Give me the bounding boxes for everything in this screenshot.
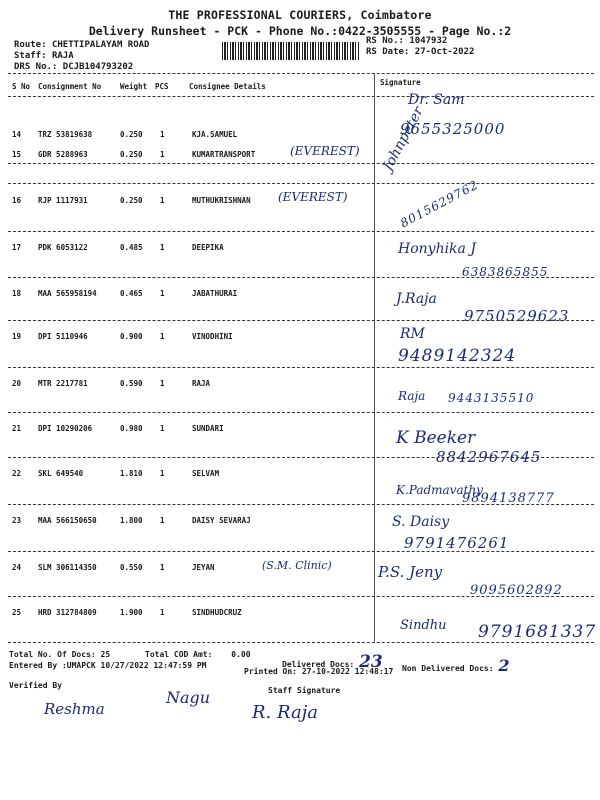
row-sno: 24 bbox=[12, 563, 22, 572]
row-weight: 0.980 bbox=[120, 424, 143, 433]
row-signature-phone: 9791681337 bbox=[478, 622, 597, 642]
row-pcs: 1 bbox=[160, 516, 165, 525]
row-consignee: RAJA bbox=[192, 379, 211, 388]
row-consignee: JABATHURAI bbox=[192, 289, 238, 298]
row-weight: 0.250 bbox=[120, 150, 143, 159]
row-consignment: DPI 5110946 bbox=[38, 332, 88, 341]
staff-signature-label: Staff Signature bbox=[268, 686, 341, 695]
row-consignee: JEYAN bbox=[192, 563, 215, 572]
row-consignee: VINODHINI bbox=[192, 332, 233, 341]
row-consignment: MTR 2217781 bbox=[38, 379, 88, 388]
drs-label: DRS No.: bbox=[14, 62, 58, 72]
row-consignee: DEEPIKA bbox=[192, 243, 224, 252]
rs-date-value: 27-Oct-2022 bbox=[414, 47, 475, 57]
row-weight: 1.800 bbox=[120, 516, 143, 525]
row-signature-phone: 9894138777 bbox=[462, 491, 555, 506]
row-consignee: MUTHUKRISHNAN bbox=[192, 196, 251, 205]
col-pcs: PCS bbox=[155, 82, 169, 91]
row-signature-name: K.Padmavathy bbox=[396, 483, 483, 497]
rs-date-line bbox=[366, 47, 474, 57]
row-consignment: MAA 565958194 bbox=[38, 289, 97, 298]
col-weight: Weight bbox=[120, 82, 148, 91]
row-pcs: 1 bbox=[160, 469, 165, 478]
row-consignee: SUNDARI bbox=[192, 424, 224, 433]
row-pcs: 1 bbox=[160, 608, 165, 617]
table-row bbox=[0, 371, 600, 421]
rs-no-label: RS No.: bbox=[366, 36, 404, 46]
staff-value: RAJA bbox=[51, 51, 74, 61]
staff-signature: R. Raja bbox=[252, 702, 319, 723]
row-consignee: SELVAM bbox=[192, 469, 220, 478]
verified-signature-1: Reshma bbox=[44, 700, 105, 718]
col-consignment: Consignment No bbox=[38, 82, 102, 91]
row-rule bbox=[8, 457, 594, 458]
barcode bbox=[222, 42, 360, 60]
row-weight: 0.590 bbox=[120, 379, 143, 388]
row-consignee: KUMARTRANSPORT bbox=[192, 150, 256, 159]
row-consignment: DPI 10290206 bbox=[38, 424, 93, 433]
row-sno: 15 bbox=[12, 150, 22, 159]
row-signature-phone: 9655325000 bbox=[400, 120, 506, 138]
row-sno: 17 bbox=[12, 243, 22, 252]
row-remark: (EVEREST) bbox=[290, 144, 360, 158]
row-rule bbox=[8, 504, 594, 505]
row-sno: 20 bbox=[12, 379, 22, 388]
route-line bbox=[14, 40, 149, 50]
row-remark: (EVEREST) bbox=[278, 190, 348, 204]
row-pcs: 1 bbox=[160, 332, 165, 341]
header-bottom-rule bbox=[8, 96, 594, 97]
row-consignment: SKL 649540 bbox=[38, 469, 84, 478]
table-row bbox=[0, 555, 600, 605]
drs-value: DCJB104793202 bbox=[62, 62, 134, 72]
row-sno: 18 bbox=[12, 289, 22, 298]
row-consignment: RJP 1117931 bbox=[38, 196, 88, 205]
row-sno: 22 bbox=[12, 469, 22, 478]
verified-signature-2: Nagu bbox=[166, 688, 211, 707]
rs-date-label: RS Date: bbox=[366, 47, 410, 57]
row-rule bbox=[8, 231, 594, 232]
row-consignment: GDR 5288963 bbox=[38, 150, 88, 159]
row-sno: 19 bbox=[12, 332, 22, 341]
delivered-label: Delivered Docs: bbox=[282, 660, 355, 669]
table-bottom-rule bbox=[8, 642, 594, 643]
row-signature-name: RM bbox=[400, 326, 425, 342]
cod-line bbox=[145, 650, 251, 659]
row-pcs: 1 bbox=[160, 130, 165, 139]
printed-on-label: Printed On: bbox=[244, 667, 297, 676]
row-consignee: KJA.SAMUEL bbox=[192, 130, 238, 139]
row-consignee: DAISY SEVARAJ bbox=[192, 516, 251, 525]
row-pcs: 1 bbox=[160, 563, 165, 572]
row-consignment: TRZ 53819638 bbox=[38, 130, 93, 139]
total-docs-line bbox=[9, 650, 110, 659]
route-value: CHETTIPALAYAM ROAD bbox=[51, 40, 150, 50]
row-rule bbox=[8, 277, 594, 278]
table-row bbox=[0, 416, 600, 466]
entered-by-line bbox=[9, 661, 206, 670]
col-sno: S No bbox=[12, 82, 31, 91]
row-weight: 0.485 bbox=[120, 243, 143, 252]
printed-on-value: 27-10-2022 12:48:17 bbox=[301, 667, 394, 676]
row-weight: 0.250 bbox=[120, 196, 143, 205]
cod-value: 0.00 bbox=[231, 650, 251, 659]
row-weight: 0.250 bbox=[120, 130, 143, 139]
table-top-rule bbox=[8, 73, 594, 74]
row-signature-phone: 9791476261 bbox=[404, 534, 510, 552]
row-rule bbox=[8, 412, 594, 413]
row-pcs: 1 bbox=[160, 196, 165, 205]
rs-no-line bbox=[366, 36, 447, 46]
row-rule bbox=[8, 183, 594, 184]
row-consignment: MAA 566150650 bbox=[38, 516, 97, 525]
row-signature-phone: 8015629762 bbox=[398, 177, 481, 231]
col-consignee: Consignee Details bbox=[189, 82, 266, 91]
row-signature-name: Johnpeter bbox=[380, 104, 427, 174]
total-docs-label: Total No. Of Docs: bbox=[9, 650, 96, 659]
runsheet-subtitle: Delivery Runsheet - PCK - Phone No.:0422-3505555 - Page No.:2 bbox=[88, 24, 512, 38]
row-pcs: 1 bbox=[160, 150, 165, 159]
staff-label: Staff: bbox=[14, 51, 47, 61]
row-weight: 0.550 bbox=[120, 563, 143, 572]
verified-by-label: Verified By bbox=[9, 681, 62, 690]
row-weight: 0.900 bbox=[120, 332, 143, 341]
row-consignment: PDK 6053122 bbox=[38, 243, 88, 252]
drs-line bbox=[14, 62, 133, 72]
row-signature-name: Honyhika J bbox=[398, 241, 476, 257]
row-consignment: HRD 312784809 bbox=[38, 608, 97, 617]
row-signature-name: Dr. Sam bbox=[408, 92, 465, 108]
row-signature-name: S. Daisy bbox=[392, 514, 450, 530]
route-label: Route: bbox=[14, 40, 47, 50]
row-remark: (S.M. Clinic) bbox=[262, 559, 332, 572]
row-signature-name: P.S. Jeny bbox=[378, 563, 443, 581]
row-weight: 1.900 bbox=[120, 608, 143, 617]
rs-no-value: 1047932 bbox=[409, 36, 448, 46]
row-pcs: 1 bbox=[160, 379, 165, 388]
row-rule bbox=[8, 596, 594, 597]
row-signature-phone: 9750529623 bbox=[464, 307, 570, 325]
row-signature-name: Sindhu bbox=[400, 618, 447, 633]
non-delivered-line bbox=[402, 656, 509, 675]
row-signature-phone: 9443135510 bbox=[448, 391, 535, 405]
cod-label: Total COD Amt: bbox=[145, 650, 213, 659]
delivered-value: 23 bbox=[359, 652, 383, 672]
row-pcs: 1 bbox=[160, 289, 165, 298]
row-sno: 16 bbox=[12, 196, 22, 205]
row-signature-name: K Beeker bbox=[396, 428, 476, 448]
row-signature-phone: 8842967645 bbox=[436, 448, 542, 466]
row-consignment: SLM 306114350 bbox=[38, 563, 97, 572]
non-delivered-label: Non Delivered Docs: bbox=[402, 664, 494, 673]
row-weight: 0.465 bbox=[120, 289, 143, 298]
row-rule bbox=[8, 551, 594, 552]
row-signature-phone: 6383865855 bbox=[462, 265, 549, 279]
col-signature: Signature bbox=[380, 78, 421, 87]
row-sno: 23 bbox=[12, 516, 22, 525]
row-signature-phone: 9489142324 bbox=[398, 346, 517, 366]
entered-by-value: UMAPCK 10/27/2022 12:47:59 PM bbox=[66, 661, 207, 670]
row-weight: 1.810 bbox=[120, 469, 143, 478]
row-consignee: SINDHUDCRUZ bbox=[192, 608, 242, 617]
printed-on-line bbox=[244, 667, 393, 676]
row-signature-name: J.Raja bbox=[396, 291, 437, 307]
row-sno: 14 bbox=[12, 130, 22, 139]
row-pcs: 1 bbox=[160, 424, 165, 433]
runsheet-title: THE PROFESSIONAL COURIERS, Coimbatore bbox=[168, 8, 432, 22]
staff-line bbox=[14, 51, 74, 61]
row-sno: 21 bbox=[12, 424, 22, 433]
row-signature-phone: 9095602892 bbox=[470, 583, 563, 598]
row-pcs: 1 bbox=[160, 243, 165, 252]
entered-by-label: Entered By : bbox=[9, 661, 67, 670]
row-signature-name: Raja bbox=[398, 389, 426, 403]
row-rule bbox=[8, 320, 594, 321]
row-rule bbox=[8, 367, 594, 368]
row-sno: 25 bbox=[12, 608, 22, 617]
non-delivered-value: 2 bbox=[498, 656, 510, 675]
total-docs-value: 25 bbox=[100, 650, 111, 659]
